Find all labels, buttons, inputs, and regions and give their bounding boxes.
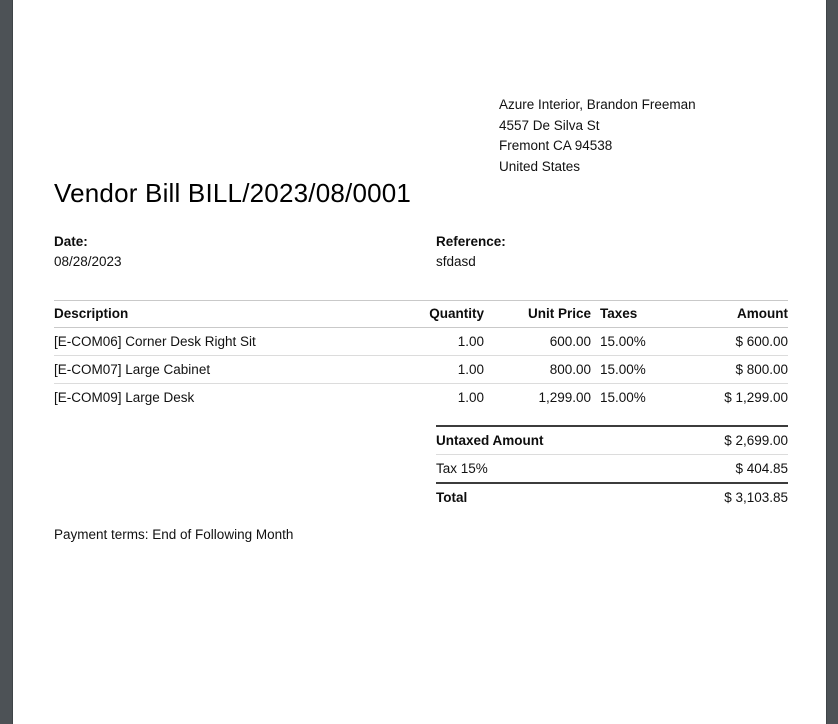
page-title: Vendor Bill BILL/2023/08/0001	[54, 178, 412, 208]
vendor-street: 4557 De Silva St	[499, 117, 600, 133]
table-header-row	[54, 301, 788, 328]
total-label: Total	[436, 483, 612, 511]
date-block	[54, 232, 436, 272]
untaxed-amount-value: $ 2,699.00	[612, 426, 788, 455]
date-value: 08/28/2023	[54, 254, 122, 269]
table-row	[54, 356, 788, 384]
cell-description: [E-COM09] Large Desk	[54, 390, 195, 405]
cell-taxes: 15.00%	[591, 328, 669, 356]
header-unit-price: Unit Price	[484, 301, 591, 328]
cell-unit-price: 600.00	[484, 328, 591, 356]
cell-amount: $ 800.00	[669, 356, 788, 384]
payment-terms-text: Payment terms: End of Following Month	[54, 527, 294, 542]
cell-unit-price: 800.00	[484, 356, 591, 384]
cell-description: [E-COM06] Corner Desk Right Sit	[54, 328, 420, 356]
viewer-left-edge	[0, 0, 13, 724]
cell-quantity: 1.00	[457, 390, 484, 405]
cell-quantity: 1.00	[420, 328, 484, 356]
vendor-city: Fremont CA 94538	[499, 138, 613, 153]
line-items-table	[54, 300, 788, 411]
header-quantity: Quantity	[420, 301, 484, 328]
tax-row	[436, 455, 788, 484]
table-row	[54, 384, 788, 412]
total-row	[436, 483, 788, 511]
untaxed-amount-label: Untaxed Amount	[436, 426, 612, 455]
header-description: Description	[54, 301, 420, 328]
reference-block	[436, 232, 506, 272]
table-row	[54, 328, 788, 356]
cell-amount: $ 1,299.00	[724, 390, 788, 405]
tax-value: $ 404.85	[735, 461, 788, 476]
cell-unit-price: 1,299.00	[538, 390, 591, 405]
vendor-name: Azure Interior, Brandon Freeman	[499, 97, 696, 112]
header-taxes: Taxes	[591, 301, 669, 328]
total-value: $ 3,103.85	[612, 483, 788, 511]
vendor-address-block	[499, 95, 696, 177]
cell-taxes: 15.00%	[600, 390, 646, 405]
header-amount: Amount	[669, 301, 788, 328]
reference-value: sfdasd	[436, 254, 476, 269]
cell-description: [E-COM07] Large Cabinet	[54, 356, 420, 384]
date-label: Date:	[54, 234, 88, 249]
viewer-right-edge	[826, 0, 838, 724]
tax-label: Tax 15%	[436, 461, 488, 476]
reference-label: Reference:	[436, 234, 506, 249]
vendor-country: United States	[499, 158, 581, 174]
totals-table	[436, 425, 788, 511]
cell-quantity: 1.00	[420, 356, 484, 384]
cell-taxes: 15.00%	[591, 356, 669, 384]
cell-amount: $ 600.00	[669, 328, 788, 356]
bill-meta	[54, 232, 788, 272]
untaxed-amount-row	[436, 426, 788, 455]
